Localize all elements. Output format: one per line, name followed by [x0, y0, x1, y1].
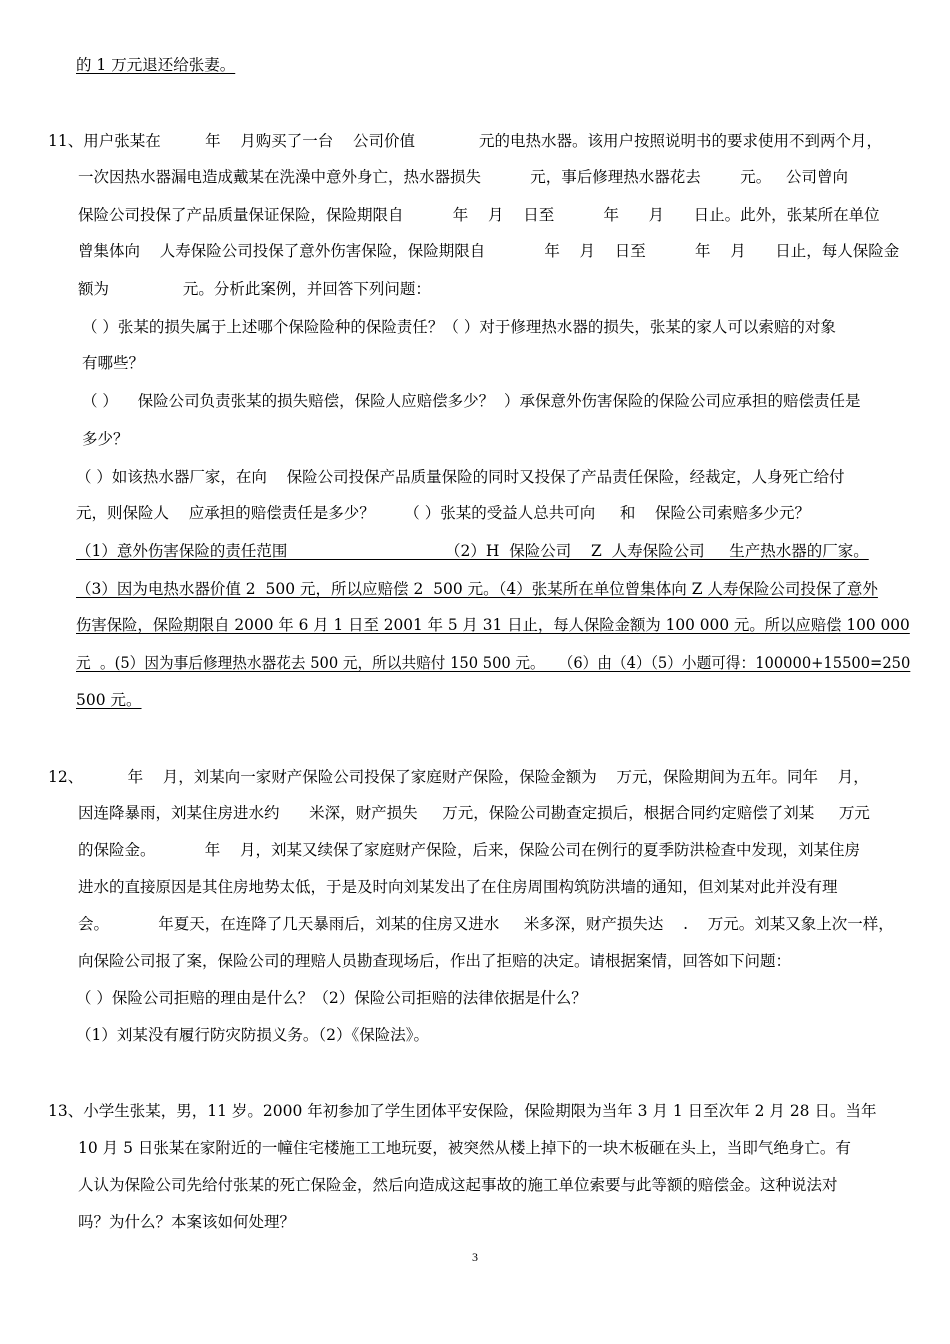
question-12-line: 12、 年 月，刘某向一家财产保险公司投保了家庭财产保险，保险金额为 万元，保险期间为五年。同年 月， [48, 768, 869, 786]
question-11-line: （ ） 保险公司负责张某的损失赔偿，保险人应赔偿多少？ ）承保意外伤害保险的保险公司应承担的赔偿责任是 [82, 392, 861, 410]
question-12-line: 进水的直接原因是其住房地势太低，于是及时向刘某发出了在住房周围构筑防洪墙的通知，但刘某对此并没有理 [78, 878, 838, 896]
answer-11-line: 500 元。 [76, 691, 142, 709]
question-11-line: 元，则保险人 应承担的赔偿责任是多少？ （ ）张某的受益人总共可向 和 保险公司索赔多少元？ [76, 504, 811, 522]
question-13-line: 10 月 5 日张某在家附近的一幢住宅楼施工工地玩耍，被突然从楼上掉下的一块木板砸在头上，当即气绝身亡。有 [78, 1139, 851, 1157]
question-12-line: （ ）保险公司拒赔的理由是什么？（2）保险公司拒赔的法律依据是什么？ [76, 989, 587, 1007]
question-13-line: 13、小学生张某，男，11 岁。2000 年初参加了学生团体平安保险，保险期限为当年 3 月 1 日至次年 2 月 28 日。当年 [48, 1102, 877, 1120]
page-number: 3 [472, 1250, 478, 1264]
answer-11-line: （1）意外伤害保险的责任范围 （2）H 保险公司 Z 人寿保险公司 生产热水器的厂家。 [76, 542, 869, 560]
question-11-line: （ ）张某的损失属于上述哪个保险险种的保险责任？（ ）对于修理热水器的损失，张某的家人可以索赔的对象 [82, 318, 836, 336]
answer-12-line: （1）刘某没有履行防灾防损义务。（2）《保险法》。 [76, 1026, 429, 1044]
question-11-line: （ ）如该热水器厂家，在向 保险公司投保产品质量保险的同时又投保了产品责任保险，经裁定，人身死亡给付 [76, 468, 845, 486]
question-11-line: 一次因热水器漏电造成戴某在洗澡中意外身亡，热水器损失 元，事后修理热水器花去 元。 公司曾向 [78, 168, 848, 186]
answer-11-line: 元 。(5）因为事后修理热水器花去 500 元，所以共赔付 150 500 元。 （6）由（4）（5）小题可得：100000+15500=250 [76, 654, 911, 672]
text-line: 的 1 万元退还给张妻。 [76, 56, 236, 74]
question-12-line: 向保险公司报了案，保险公司的理赔人员勘查现场后，作出了拒赔的决定。请根据案情，回答如下问题： [78, 952, 792, 970]
question-13-line: 人认为保险公司先给付张某的死亡保险金，然后向造成这起事故的施工单位索要与此等额的赔偿金。这种说法对 [78, 1176, 838, 1194]
question-11-line: 曾集体向 人寿保险公司投保了意外伤害保险，保险期限自 年 月 日至 年 月 日止，每人保险金 [78, 242, 900, 260]
question-11-line: 多少？ [82, 430, 129, 448]
question-13-line: 吗？为什么？本案该如何处理？ [78, 1213, 296, 1231]
question-11-line: 有哪些？ [82, 354, 145, 372]
question-11-line: 11、用户张某在 年 月购买了一台 公司价值 元的电热水器。该用户按照说明书的要求使用不到两个月， [48, 132, 883, 150]
answer-11-line: 伤害保险，保险期限自 2000 年 6 月 1 日至 2001 年 5 月 31 日止，每人保险金额为 100 000 元。所以应赔偿 100 000 [76, 616, 910, 634]
question-11-line: 额为 元。分析此案例，并回答下列问题： [78, 280, 431, 298]
question-12-line: 因连降暴雨，刘某住房进水约 米深，财产损失 万元，保险公司勘查定损后，根据合同约定赔偿了刘某 万元 [78, 804, 870, 822]
question-12-line: 的保险金。 年 月，刘某又续保了家庭财产保险，后来，保险公司在例行的夏季防洪检查中发现，刘某住房 [78, 841, 860, 859]
question-12-line: 会。 年夏天，在连降了几天暴雨后，刘某的住房又进水 米多深，财产损失达 . 万元。刘某又象上次一样， [78, 915, 894, 933]
question-11-line: 保险公司投保了产品质量保证保险，保险期限自 年 月 日至 年 月 日止。此外，张某所在单位 [78, 206, 880, 224]
answer-11-line: （3）因为电热水器价值 2 500 元，所以应赔偿 2 500 元。（4）张某所在单位曾集体向 Z 人寿保险公司投保了意外 [76, 580, 878, 598]
